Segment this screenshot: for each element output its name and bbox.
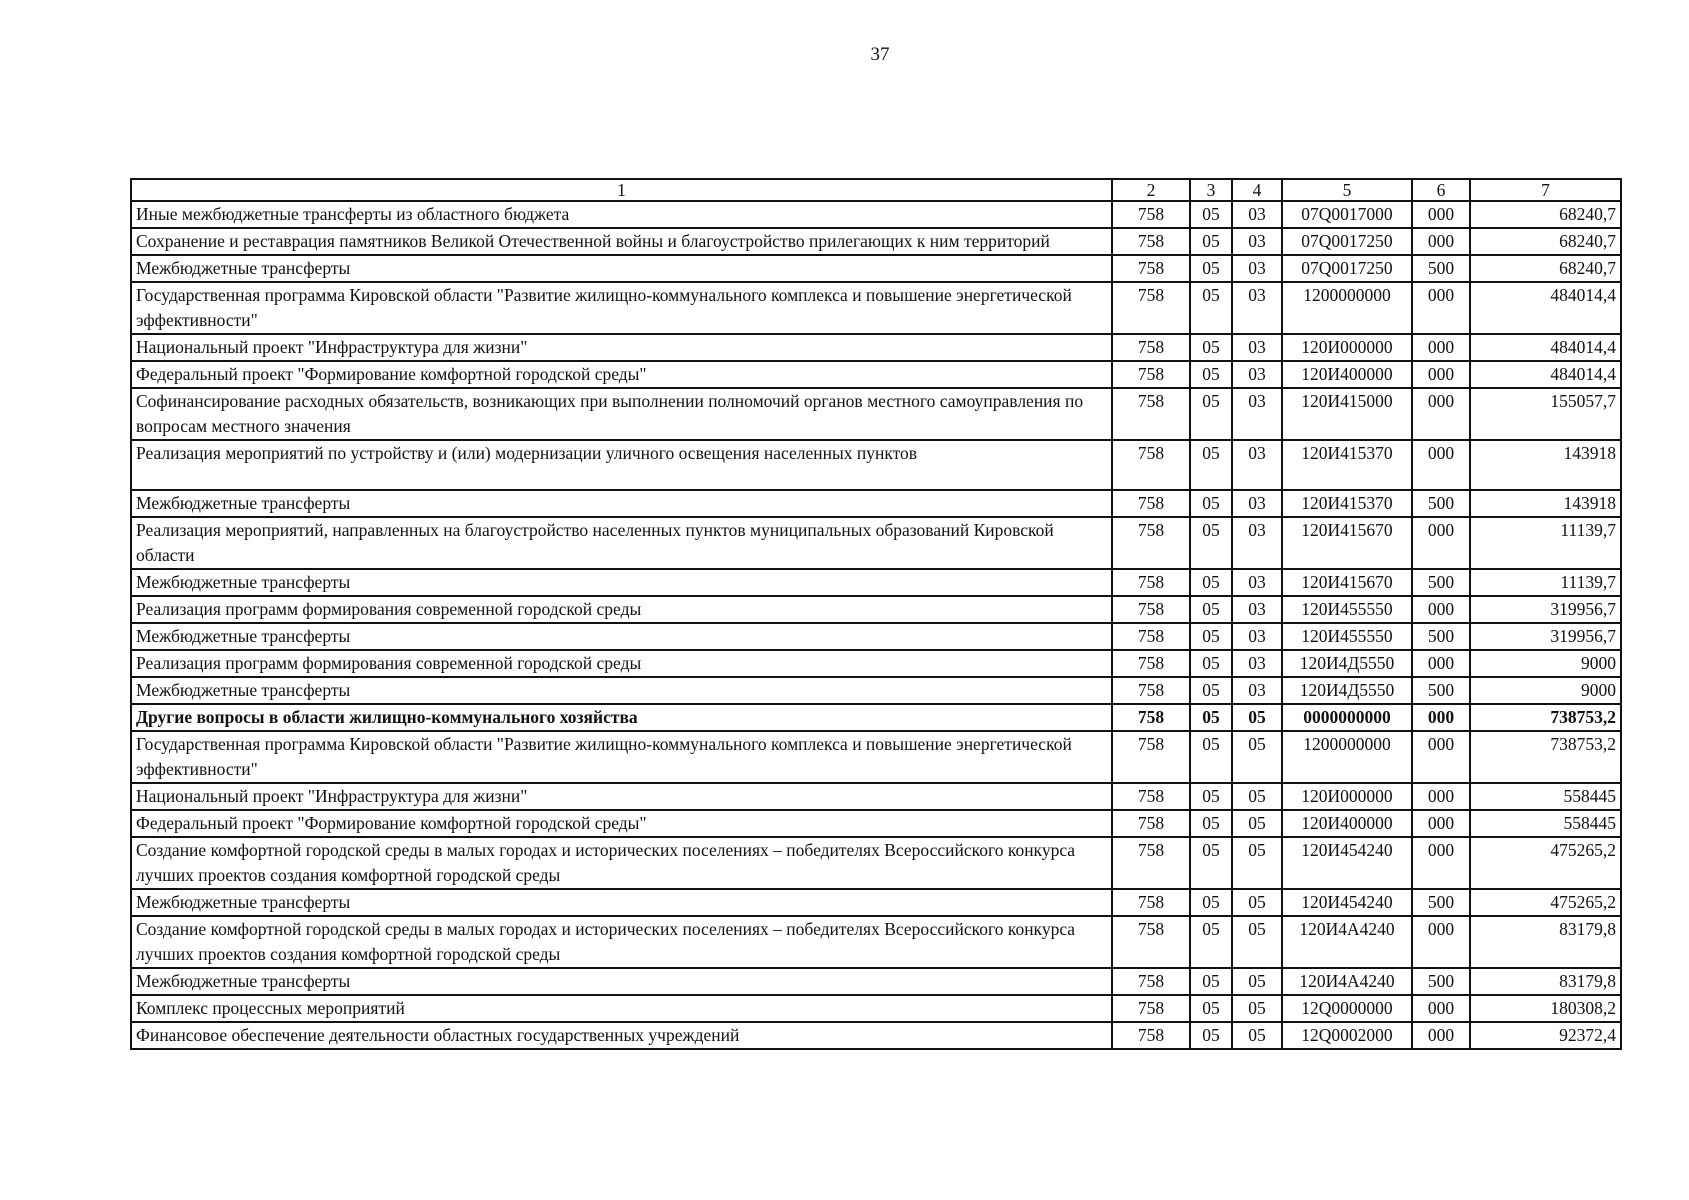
department-code-cell: 758 xyxy=(1112,889,1190,916)
target-item-cell: 07Q0017000 xyxy=(1282,201,1412,228)
subsection-code-cell: 03 xyxy=(1232,334,1282,361)
subsection-code-cell: 03 xyxy=(1232,517,1282,569)
expense-name-cell: Другие вопросы в области жилищно-коммунального хозяйства xyxy=(131,704,1112,731)
target-item-cell: 1200000000 xyxy=(1282,282,1412,334)
department-code-cell: 758 xyxy=(1112,388,1190,440)
expense-type-cell: 000 xyxy=(1412,731,1470,783)
department-code-cell: 758 xyxy=(1112,623,1190,650)
expense-type-cell: 000 xyxy=(1412,837,1470,889)
section-code-cell: 05 xyxy=(1190,968,1232,995)
section-code-cell: 05 xyxy=(1190,677,1232,704)
expense-type-cell: 500 xyxy=(1412,677,1470,704)
table-row xyxy=(131,810,1621,837)
amount-cell: 68240,7 xyxy=(1470,255,1621,282)
target-item-cell: 120И400000 xyxy=(1282,810,1412,837)
department-code-cell: 758 xyxy=(1112,228,1190,255)
target-item-cell: 120И4А4240 xyxy=(1282,968,1412,995)
amount-cell: 83179,8 xyxy=(1470,916,1621,968)
expense-name-cell: Национальный проект "Инфраструктура для жизни" xyxy=(131,783,1112,810)
section-code-cell: 05 xyxy=(1190,334,1232,361)
target-item-cell: 120И415000 xyxy=(1282,388,1412,440)
budget-table xyxy=(130,178,1622,1050)
table-row xyxy=(131,440,1621,490)
department-code-cell: 758 xyxy=(1112,837,1190,889)
expense-type-cell: 000 xyxy=(1412,440,1470,490)
target-item-cell: 12Q0002000 xyxy=(1282,1022,1412,1049)
expense-type-cell: 000 xyxy=(1412,282,1470,334)
target-item-cell: 120И454240 xyxy=(1282,889,1412,916)
section-code-cell: 05 xyxy=(1190,810,1232,837)
table-row xyxy=(131,837,1621,889)
table-row xyxy=(131,731,1621,783)
column-header: 4 xyxy=(1232,179,1282,201)
section-code-cell: 05 xyxy=(1190,596,1232,623)
expense-name-cell: Федеральный проект "Формирование комфортной городской среды" xyxy=(131,810,1112,837)
expense-name-cell: Софинансирование расходных обязательств, возникающих при выполнении полномочий органов местного самоуправления по вопросам местного значения xyxy=(131,388,1112,440)
subsection-code-cell: 03 xyxy=(1232,650,1282,677)
expense-type-cell: 000 xyxy=(1412,596,1470,623)
section-code-cell: 05 xyxy=(1190,255,1232,282)
column-header: 7 xyxy=(1470,179,1621,201)
expense-name-cell: Межбюджетные трансферты xyxy=(131,677,1112,704)
department-code-cell: 758 xyxy=(1112,569,1190,596)
expense-name-cell: Межбюджетные трансферты xyxy=(131,889,1112,916)
expense-name-cell: Межбюджетные трансферты xyxy=(131,255,1112,282)
expense-type-cell: 000 xyxy=(1412,810,1470,837)
target-item-cell: 12Q0000000 xyxy=(1282,995,1412,1022)
amount-cell: 143918 xyxy=(1470,490,1621,517)
expense-name-cell: Межбюджетные трансферты xyxy=(131,623,1112,650)
amount-cell: 68240,7 xyxy=(1470,228,1621,255)
table-row xyxy=(131,995,1621,1022)
target-item-cell: 120И4Д5550 xyxy=(1282,650,1412,677)
expense-name-cell: Федеральный проект "Формирование комфортной городской среды" xyxy=(131,361,1112,388)
department-code-cell: 758 xyxy=(1112,490,1190,517)
section-code-cell: 05 xyxy=(1190,228,1232,255)
section-code-cell: 05 xyxy=(1190,995,1232,1022)
amount-cell: 11139,7 xyxy=(1470,517,1621,569)
expense-type-cell: 000 xyxy=(1412,201,1470,228)
subsection-code-cell: 03 xyxy=(1232,228,1282,255)
expense-type-cell: 000 xyxy=(1412,361,1470,388)
subsection-code-cell: 03 xyxy=(1232,388,1282,440)
column-header: 1 xyxy=(131,179,1112,201)
table-row xyxy=(131,623,1621,650)
section-code-cell: 05 xyxy=(1190,201,1232,228)
amount-cell: 558445 xyxy=(1470,810,1621,837)
section-code-cell: 05 xyxy=(1190,569,1232,596)
column-header: 5 xyxy=(1282,179,1412,201)
section-code-cell: 05 xyxy=(1190,440,1232,490)
expense-type-cell: 000 xyxy=(1412,916,1470,968)
expense-type-cell: 500 xyxy=(1412,968,1470,995)
department-code-cell: 758 xyxy=(1112,440,1190,490)
amount-cell: 9000 xyxy=(1470,677,1621,704)
section-code-cell: 05 xyxy=(1190,704,1232,731)
subsection-code-cell: 05 xyxy=(1232,968,1282,995)
department-code-cell: 758 xyxy=(1112,677,1190,704)
expense-type-cell: 500 xyxy=(1412,255,1470,282)
column-header: 3 xyxy=(1190,179,1232,201)
table-row xyxy=(131,704,1621,731)
department-code-cell: 758 xyxy=(1112,704,1190,731)
section-code-cell: 05 xyxy=(1190,916,1232,968)
section-code-cell: 05 xyxy=(1190,282,1232,334)
amount-cell: 83179,8 xyxy=(1470,968,1621,995)
expense-type-cell: 000 xyxy=(1412,995,1470,1022)
expense-name-cell: Межбюджетные трансферты xyxy=(131,490,1112,517)
subsection-code-cell: 05 xyxy=(1232,1022,1282,1049)
amount-cell: 155057,7 xyxy=(1470,388,1621,440)
expense-name-cell: Межбюджетные трансферты xyxy=(131,569,1112,596)
subsection-code-cell: 05 xyxy=(1232,783,1282,810)
subsection-code-cell: 03 xyxy=(1232,677,1282,704)
target-item-cell: 07Q0017250 xyxy=(1282,228,1412,255)
expense-name-cell: Национальный проект "Инфраструктура для жизни" xyxy=(131,334,1112,361)
amount-cell: 738753,2 xyxy=(1470,731,1621,783)
subsection-code-cell: 05 xyxy=(1232,837,1282,889)
subsection-code-cell: 03 xyxy=(1232,490,1282,517)
section-code-cell: 05 xyxy=(1190,889,1232,916)
target-item-cell: 07Q0017250 xyxy=(1282,255,1412,282)
expense-type-cell: 500 xyxy=(1412,623,1470,650)
expense-type-cell: 000 xyxy=(1412,517,1470,569)
amount-cell: 475265,2 xyxy=(1470,889,1621,916)
amount-cell: 484014,4 xyxy=(1470,334,1621,361)
table-row xyxy=(131,569,1621,596)
expense-name-cell: Создание комфортной городской среды в малых городах и исторических поселениях – победителях Всероссийского конкурса лучших проектов создания комфортной городской среды xyxy=(131,916,1112,968)
table-row xyxy=(131,490,1621,517)
department-code-cell: 758 xyxy=(1112,596,1190,623)
expense-name-cell: Иные межбюджетные трансферты из областного бюджета xyxy=(131,201,1112,228)
table-row xyxy=(131,1022,1621,1049)
department-code-cell: 758 xyxy=(1112,255,1190,282)
expense-name-cell: Создание комфортной городской среды в малых городах и исторических поселениях – победителях Всероссийского конкурса лучших проектов создания комфортной городской среды xyxy=(131,837,1112,889)
subsection-code-cell: 03 xyxy=(1232,623,1282,650)
amount-cell: 11139,7 xyxy=(1470,569,1621,596)
expense-name-cell: Комплекс процессных мероприятий xyxy=(131,995,1112,1022)
table-row xyxy=(131,677,1621,704)
section-code-cell: 05 xyxy=(1190,1022,1232,1049)
table-row xyxy=(131,228,1621,255)
table-row xyxy=(131,361,1621,388)
subsection-code-cell: 03 xyxy=(1232,569,1282,596)
expense-name-cell: Сохранение и реставрация памятников Великой Отечественной войны и благоустройство прилегающих к ним территорий xyxy=(131,228,1112,255)
expense-type-cell: 000 xyxy=(1412,783,1470,810)
target-item-cell: 120И415370 xyxy=(1282,440,1412,490)
subsection-code-cell: 05 xyxy=(1232,889,1282,916)
department-code-cell: 758 xyxy=(1112,650,1190,677)
table-row xyxy=(131,282,1621,334)
section-code-cell: 05 xyxy=(1190,388,1232,440)
amount-cell: 319956,7 xyxy=(1470,623,1621,650)
department-code-cell: 758 xyxy=(1112,731,1190,783)
department-code-cell: 758 xyxy=(1112,916,1190,968)
amount-cell: 475265,2 xyxy=(1470,837,1621,889)
expense-name-cell: Реализация программ формирования современной городской среды xyxy=(131,596,1112,623)
expense-name-cell: Государственная программа Кировской области "Развитие жилищно-коммунального комплекса и повышение энергетической эффективности" xyxy=(131,282,1112,334)
table-body xyxy=(131,201,1621,1049)
column-header: 2 xyxy=(1112,179,1190,201)
department-code-cell: 758 xyxy=(1112,334,1190,361)
amount-cell: 143918 xyxy=(1470,440,1621,490)
subsection-code-cell: 03 xyxy=(1232,255,1282,282)
page-number: 37 xyxy=(870,44,890,65)
target-item-cell: 1200000000 xyxy=(1282,731,1412,783)
amount-cell: 558445 xyxy=(1470,783,1621,810)
expense-name-cell: Реализация мероприятий по устройству и (или) модернизации уличного освещения населенных пунктов xyxy=(131,440,1112,490)
expense-type-cell: 000 xyxy=(1412,228,1470,255)
target-item-cell: 120И000000 xyxy=(1282,334,1412,361)
expense-type-cell: 000 xyxy=(1412,704,1470,731)
subsection-code-cell: 05 xyxy=(1232,731,1282,783)
section-code-cell: 05 xyxy=(1190,623,1232,650)
amount-cell: 484014,4 xyxy=(1470,361,1621,388)
amount-cell: 319956,7 xyxy=(1470,596,1621,623)
subsection-code-cell: 05 xyxy=(1232,810,1282,837)
expense-type-cell: 000 xyxy=(1412,650,1470,677)
expense-type-cell: 500 xyxy=(1412,569,1470,596)
subsection-code-cell: 05 xyxy=(1232,704,1282,731)
target-item-cell: 120И4Д5550 xyxy=(1282,677,1412,704)
subsection-code-cell: 05 xyxy=(1232,916,1282,968)
expense-name-cell: Реализация программ формирования современной городской среды xyxy=(131,650,1112,677)
subsection-code-cell: 03 xyxy=(1232,361,1282,388)
expense-type-cell: 000 xyxy=(1412,388,1470,440)
target-item-cell: 120И4А4240 xyxy=(1282,916,1412,968)
subsection-code-cell: 03 xyxy=(1232,282,1282,334)
section-code-cell: 05 xyxy=(1190,650,1232,677)
section-code-cell: 05 xyxy=(1190,837,1232,889)
target-item-cell: 120И455550 xyxy=(1282,596,1412,623)
amount-cell: 738753,2 xyxy=(1470,704,1621,731)
table-row xyxy=(131,201,1621,228)
target-item-cell: 120И415370 xyxy=(1282,490,1412,517)
expense-type-cell: 000 xyxy=(1412,334,1470,361)
amount-cell: 68240,7 xyxy=(1470,201,1621,228)
target-item-cell: 120И000000 xyxy=(1282,783,1412,810)
amount-cell: 92372,4 xyxy=(1470,1022,1621,1049)
target-item-cell: 120И415670 xyxy=(1282,569,1412,596)
table-row xyxy=(131,783,1621,810)
target-item-cell: 120И400000 xyxy=(1282,361,1412,388)
table-row xyxy=(131,255,1621,282)
section-code-cell: 05 xyxy=(1190,517,1232,569)
amount-cell: 180308,2 xyxy=(1470,995,1621,1022)
target-item-cell: 120И454240 xyxy=(1282,837,1412,889)
amount-cell: 9000 xyxy=(1470,650,1621,677)
expense-name-cell: Финансовое обеспечение деятельности областных государственных учреждений xyxy=(131,1022,1112,1049)
department-code-cell: 758 xyxy=(1112,810,1190,837)
section-code-cell: 05 xyxy=(1190,731,1232,783)
department-code-cell: 758 xyxy=(1112,361,1190,388)
table-row xyxy=(131,334,1621,361)
table-row xyxy=(131,916,1621,968)
table-row xyxy=(131,596,1621,623)
department-code-cell: 758 xyxy=(1112,201,1190,228)
section-code-cell: 05 xyxy=(1190,783,1232,810)
expense-name-cell: Реализация мероприятий, направленных на благоустройство населенных пунктов муниципальных образований Кировской области xyxy=(131,517,1112,569)
amount-cell: 484014,4 xyxy=(1470,282,1621,334)
department-code-cell: 758 xyxy=(1112,995,1190,1022)
expense-name-cell: Государственная программа Кировской области "Развитие жилищно-коммунального комплекса и повышение энергетической эффективности" xyxy=(131,731,1112,783)
subsection-code-cell: 03 xyxy=(1232,440,1282,490)
table-row xyxy=(131,650,1621,677)
department-code-cell: 758 xyxy=(1112,968,1190,995)
target-item-cell: 0000000000 xyxy=(1282,704,1412,731)
department-code-cell: 758 xyxy=(1112,1022,1190,1049)
subsection-code-cell: 03 xyxy=(1232,201,1282,228)
target-item-cell: 120И415670 xyxy=(1282,517,1412,569)
table-row xyxy=(131,388,1621,440)
expense-type-cell: 000 xyxy=(1412,1022,1470,1049)
table-row xyxy=(131,968,1621,995)
section-code-cell: 05 xyxy=(1190,361,1232,388)
expense-type-cell: 500 xyxy=(1412,490,1470,517)
expense-type-cell: 500 xyxy=(1412,889,1470,916)
subsection-code-cell: 05 xyxy=(1232,995,1282,1022)
section-code-cell: 05 xyxy=(1190,490,1232,517)
table-row xyxy=(131,889,1621,916)
subsection-code-cell: 03 xyxy=(1232,596,1282,623)
column-header: 6 xyxy=(1412,179,1470,201)
table-header-row xyxy=(131,179,1621,201)
department-code-cell: 758 xyxy=(1112,517,1190,569)
expense-name-cell: Межбюджетные трансферты xyxy=(131,968,1112,995)
target-item-cell: 120И455550 xyxy=(1282,623,1412,650)
department-code-cell: 758 xyxy=(1112,783,1190,810)
table-row xyxy=(131,517,1621,569)
department-code-cell: 758 xyxy=(1112,282,1190,334)
